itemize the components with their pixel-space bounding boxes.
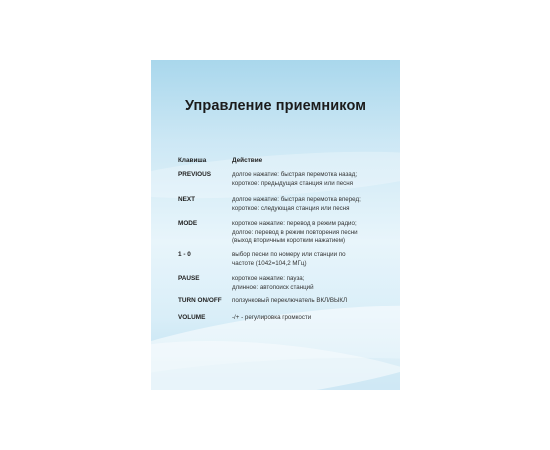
key-description: короткое нажатие: пауза; длинное: автопоиск станций	[232, 275, 314, 291]
key-description: выбор песни по номеру или станции по частоте (1042=104,2 МГц)	[232, 251, 346, 267]
instruction-page	[151, 60, 400, 390]
key-description: -/+ - регулировка громкости	[232, 314, 312, 321]
key-label: VOLUME	[178, 314, 206, 321]
column-header-action: Действие	[232, 157, 263, 164]
key-label: PAUSE	[178, 275, 200, 282]
key-label: MODE	[178, 220, 198, 227]
page-title: Управление приемником	[184, 98, 367, 114]
key-label: TURN ON/OFF	[178, 297, 222, 304]
key-label: 1 - 0	[178, 251, 191, 258]
key-description: долгое нажатие: быстрая перемотка назад; короткое: предыдущая станция или песня	[232, 171, 358, 187]
key-description: короткое нажатие: перевод в режим радио; долгое: перевод в режим повторения песни (выход вторичным коротким нажатием)	[232, 220, 358, 245]
column-header-key: Клавиша	[178, 157, 207, 164]
key-description: ползунковый переключатель ВКЛ/ВЫКЛ	[232, 297, 348, 304]
key-description: долгое нажатие: быстрая перемотка вперед; короткое: следующая станция или песня	[232, 196, 361, 212]
key-label: NEXT	[178, 196, 196, 203]
key-label: PREVIOUS	[178, 171, 212, 178]
